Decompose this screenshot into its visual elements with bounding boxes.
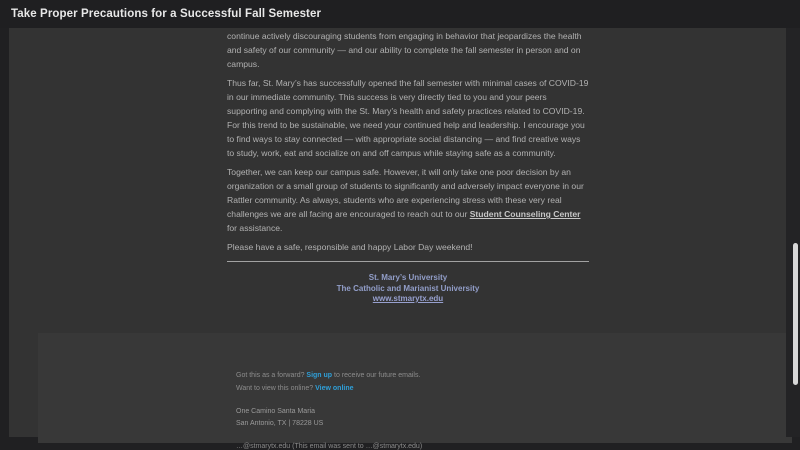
scrollbar-thumb[interactable] <box>793 243 798 385</box>
address-line-1: One Camino Santa Maria <box>236 408 315 415</box>
email-footer-panel <box>38 333 792 450</box>
email-paragraph-4: Please have a safe, responsible and happy Labor Day weekend! <box>227 242 473 252</box>
forward-suffix: to receive our future emails. <box>332 372 421 379</box>
signature-university-name: St. Mary’s University <box>368 273 448 282</box>
email-paragraph-2: Thus far, St. Mary’s has successfully opened the fall semester with minimal cases of COVID-19 in our immediate community. This success is very directly tied to you and your peers supporting and complying with the St. Mary’s health and safety practices related to COVID-19. For this trend to be sustainable, we need your continued help and leadership. I encourage you to find ways to stay connected — with appropriate social distancing — and find creative ways to study, work, eat and socialize on and off campus while staying safe as a community. <box>227 78 589 158</box>
email-subject-titlebar <box>0 0 800 28</box>
email-body <box>227 29 589 305</box>
university-website-link[interactable]: www.stmarytx.edu <box>372 294 444 303</box>
email-paragraph-3-text: Together, we can keep our campus safe. However, it will only take one poor decision by an organization or a small group of students to significantly and adversely impact everyone in our Rattler community. As always, students who are experiencing stress with these very real challenges we are all facing are encouraged to reach out to our <box>227 167 584 219</box>
address-line-2: San Antonio, TX | 78228 US <box>236 419 324 427</box>
signature-divider <box>227 261 589 262</box>
email-subject-title: Take Proper Precautions for a Successful Fall Semester <box>11 8 322 20</box>
sign-up-link[interactable]: Sign up <box>306 372 333 379</box>
forward-prefix: Got this as a forward? <box>236 372 307 379</box>
forward-line <box>236 369 792 382</box>
signature-tagline: The Catholic and Marianist University <box>336 283 480 293</box>
scrollbar-track[interactable] <box>786 28 800 437</box>
view-online-link[interactable]: View online <box>315 385 354 392</box>
student-counseling-center-link[interactable]: Student Counseling Center <box>469 209 581 219</box>
email-paragraph-3-tail: for assistance. <box>227 223 283 233</box>
email-paragraph-1: continue actively discouraging students from engaging in behavior that jeopardizes the health and safety of our community — and our ability to complete the fall semester in person and on campus. <box>227 31 582 69</box>
email-reading-pane <box>9 28 786 450</box>
email-paragraph-3 <box>227 165 589 235</box>
address-block <box>236 406 792 429</box>
sent-to-cutoff-line: …@stmarytx.edu (This email was sent to …@stmarytx.edu) <box>236 443 423 450</box>
online-prefix: Want to view this online? <box>236 385 316 392</box>
view-online-line <box>236 382 792 395</box>
signature-block <box>227 273 589 305</box>
